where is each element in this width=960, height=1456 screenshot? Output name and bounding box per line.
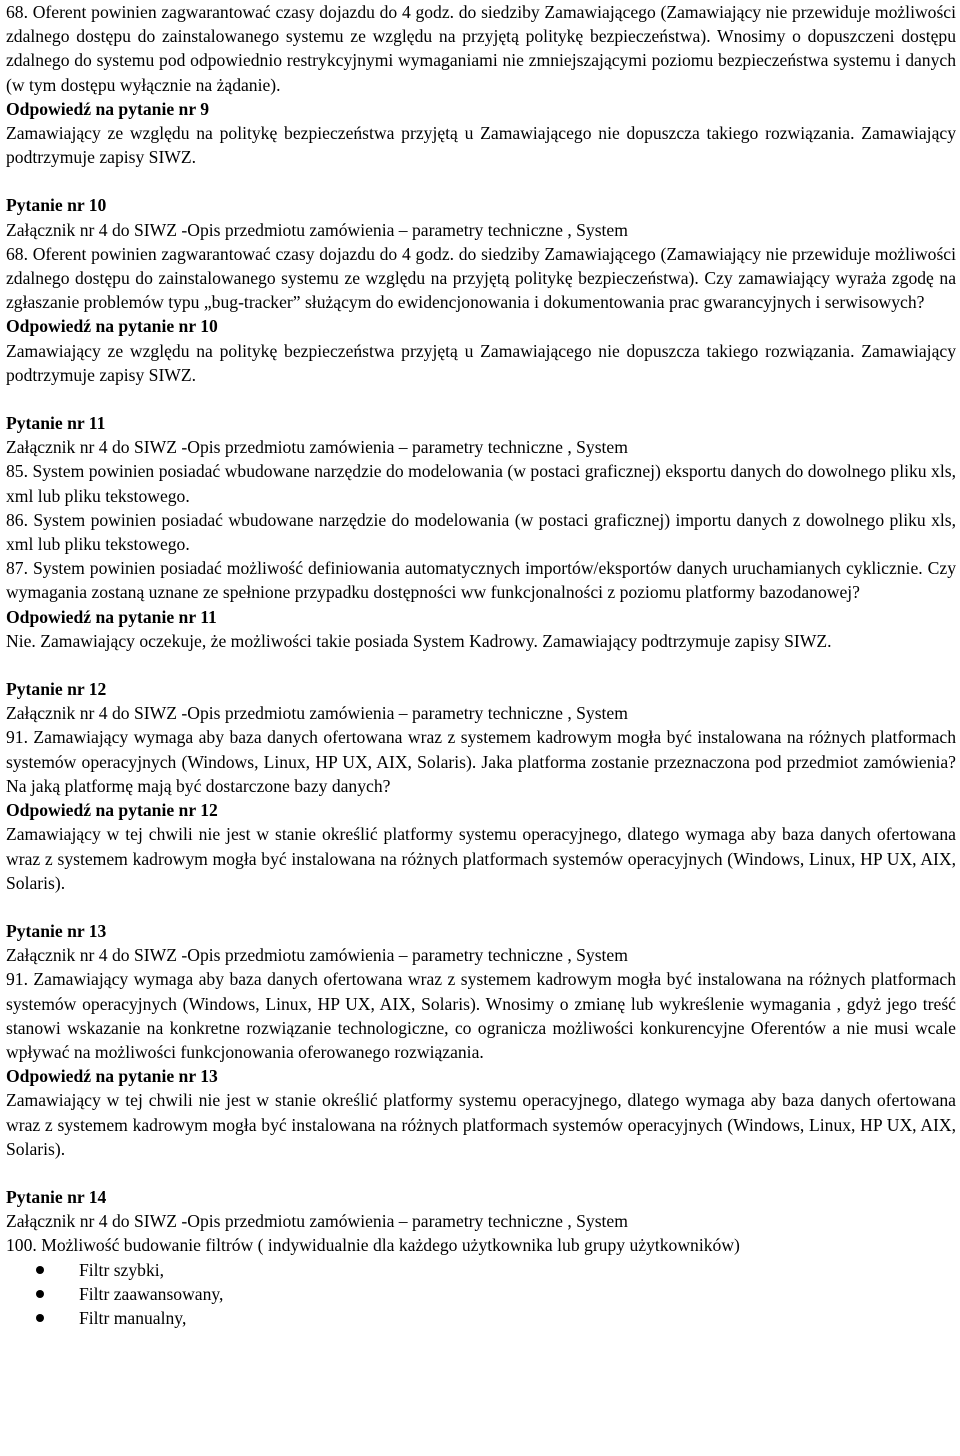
answer-heading: Odpowiedź na pytanie nr 12 xyxy=(6,800,218,821)
question-heading: Pytanie nr 13 xyxy=(6,920,107,941)
question-text: 91. Zamawiający wymaga aby baza danych ofertowana wraz z systemem kadrowym mogła być instalowana na różnych platformach systemów operacyjnych (Windows, Linux, HP UX, AIX, Solaris). Wnosimy o zmianę lub wykreślenie wymagania , gdyż jego treść stanowi wskazanie na konkretne rozwiązanie technologiczne, co ogranicza możliwości konkurencyjne Oferentów a nie musi wcale wpływać na możliwości funkcjonowania oferowanego rozwiązania. xyxy=(6,969,956,1062)
section-spacer xyxy=(6,169,956,193)
requirement-85: 85. System powinien posiadać wbudowane narzędzie do modelowania (w postaci graficznej) eksportu danych do dowolnego pliku xls, xml lub pliku tekstowego. xyxy=(6,461,956,506)
bullet-icon xyxy=(36,1314,44,1322)
list-item-label: Filtr zaawansowany, xyxy=(79,1283,224,1304)
section-spacer xyxy=(6,653,956,677)
question-11 xyxy=(6,411,956,653)
question-heading: Pytanie nr 11 xyxy=(6,413,106,434)
list-item xyxy=(6,1306,956,1330)
answer-text: Zamawiający ze względu na politykę bezpieczeństwa przyjętą u Zamawiającego nie dopuszcza takiego rozwiązania. Zamawiający podtrzymuje zapisy SIWZ. xyxy=(6,340,956,385)
question-14 xyxy=(6,1185,956,1330)
section-spacer xyxy=(6,387,956,411)
question-12 xyxy=(6,677,956,895)
question-9-continuation xyxy=(6,0,956,169)
question-10 xyxy=(6,193,956,387)
question-heading: Pytanie nr 10 xyxy=(6,195,107,216)
filter-list xyxy=(6,1258,956,1331)
answer-heading: Odpowiedź na pytanie nr 13 xyxy=(6,1066,218,1087)
document-page xyxy=(6,0,956,1330)
requirement-100: 100. Możliwość budowanie filtrów ( indywidualnie dla każdego użytkownika lub grupy użytkowników) xyxy=(6,1235,740,1256)
attachment-reference: Załącznik nr 4 do SIWZ -Opis przedmiotu zamówienia – parametry techniczne , System xyxy=(6,703,628,724)
section-spacer xyxy=(6,895,956,919)
attachment-reference: Załącznik nr 4 do SIWZ -Opis przedmiotu zamówienia – parametry techniczne , System xyxy=(6,945,628,966)
list-item xyxy=(6,1258,956,1282)
attachment-reference: Załącznik nr 4 do SIWZ -Opis przedmiotu zamówienia – parametry techniczne , System xyxy=(6,437,628,458)
question-text: 91. Zamawiający wymaga aby baza danych ofertowana wraz z systemem kadrowym mogła być instalowana na różnych platformach systemów operacyjnych (Windows, Linux, HP UX, AIX, Solaris). Jaka platforma zostanie przeznaczona pod przedmiot zamówienia? Na jaką platformę mają być dostarczone bazy danych? xyxy=(6,727,956,796)
list-item-label: Filtr szybki, xyxy=(79,1259,165,1280)
attachment-reference: Załącznik nr 4 do SIWZ -Opis przedmiotu zamówienia – parametry techniczne , System xyxy=(6,219,628,240)
question-text: 68. Oferent powinien zagwarantować czasy dojazdu do 4 godz. do siedziby Zamawiającego (Zamawiający nie przewiduje możliwości zdalnego dostępu do zainstalowanego systemu ze względu na przyjętą politykę bezpieczeństwa). Wnosimy o dopuszczeni dostępu zdalnego do systemu pod odpowiednio restrykcyjnymi wymaganiami nie zmniejszającymi poziomu bezpieczeństwa systemu i danych (w tym dostępu wyłącznie na żądanie). xyxy=(6,2,956,95)
requirement-87: 87. System powinien posiadać możliwość definiowania automatycznych importów/eksportów danych uruchamianych cyklicznie. Czy wymagania zostaną uznane ze spełnione przypadku dostępności ww funkcjonalności z poziomu platformy bazodanowej? xyxy=(6,558,956,603)
attachment-reference: Załącznik nr 4 do SIWZ -Opis przedmiotu zamówienia – parametry techniczne , System xyxy=(6,1211,628,1232)
list-item xyxy=(6,1282,956,1306)
list-item-label: Filtr manualny, xyxy=(79,1307,187,1328)
bullet-icon xyxy=(36,1266,44,1274)
answer-text: Nie. Zamawiający oczekuje, że możliwości takie posiada System Kadrowy. Zamawiający podtrzymuje zapisy SIWZ. xyxy=(6,630,832,651)
question-13 xyxy=(6,919,956,1161)
bullet-icon xyxy=(36,1290,44,1298)
question-heading: Pytanie nr 14 xyxy=(6,1186,107,1207)
question-heading: Pytanie nr 12 xyxy=(6,679,107,700)
answer-text: Zamawiający w tej chwili nie jest w stanie określić platformy systemu operacyjnego, dlatego wymaga aby baza danych ofertowana wraz z systemem kadrowym mogła być instalowana na różnych platformach systemów operacyjnych (Windows, Linux, HP UX, AIX, Solaris). xyxy=(6,824,956,893)
answer-text: Zamawiający w tej chwili nie jest w stanie określić platformy systemu operacyjnego, dlatego wymaga aby baza danych ofertowana wraz z systemem kadrowym mogła być instalowana na różnych platformach systemów operacyjnych (Windows, Linux, HP UX, AIX, Solaris). xyxy=(6,1090,956,1159)
answer-heading: Odpowiedź na pytanie nr 11 xyxy=(6,606,217,627)
section-spacer xyxy=(6,1161,956,1185)
answer-heading: Odpowiedź na pytanie nr 10 xyxy=(6,316,218,337)
answer-heading: Odpowiedź na pytanie nr 9 xyxy=(6,98,210,119)
answer-text: Zamawiający ze względu na politykę bezpieczeństwa przyjętą u Zamawiającego nie dopuszcza takiego rozwiązania. Zamawiający podtrzymuje zapisy SIWZ. xyxy=(6,123,956,168)
question-text: 68. Oferent powinien zagwarantować czasy dojazdu do 4 godz. do siedziby Zamawiającego (Zamawiający nie przewiduje możliwości zdalnego dostępu do zainstalowanego systemu ze względu na przyjętą politykę bezpieczeństwa). Czy zamawiający wyraża zgodę na zgłaszanie problemów typu „bug-tracker” służącym do ewidencjonowania i dokumentowania prac gwarancyjnych i serwisowych? xyxy=(6,243,956,313)
requirement-86: 86. System powinien posiadać wbudowane narzędzie do modelowania (w postaci graficznej) importu danych z dowolnego pliku xls, xml lub pliku tekstowego. xyxy=(6,509,956,555)
